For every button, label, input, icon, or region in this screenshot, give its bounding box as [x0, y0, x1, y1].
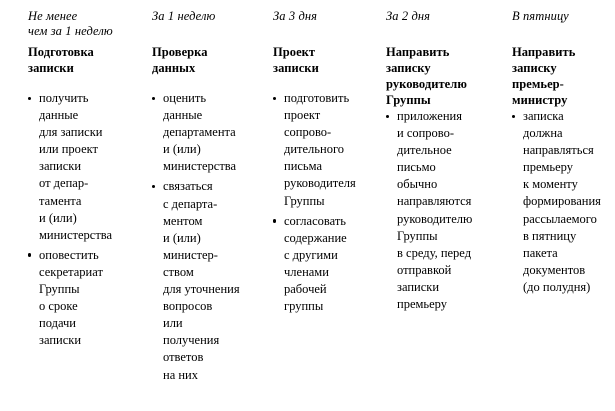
list-item	[28, 90, 130, 244]
bullet-line: министерства	[39, 227, 113, 242]
bullet-line: дительное	[397, 143, 452, 158]
column-title-line: записку	[512, 61, 557, 75]
bullet-line: с департа-	[163, 196, 218, 211]
bullet-list	[386, 108, 494, 313]
bullet-dot-icon	[152, 185, 155, 188]
bullet-line: записки	[39, 159, 82, 174]
deadline-line: Не менее	[28, 9, 78, 23]
bullet-list-wrapper	[386, 108, 494, 313]
column-title-line: Направить	[512, 45, 576, 59]
bullet-line: получения	[163, 333, 220, 348]
bullet-dot-icon	[386, 115, 389, 118]
column-title-line: министру	[512, 93, 568, 107]
bullet-line: министер-	[163, 247, 218, 262]
bullet-line: согласовать	[284, 213, 346, 228]
deadline-line: За 1 неделю	[152, 9, 216, 23]
bullet-line: от депар-	[39, 176, 89, 191]
bullet-list	[152, 90, 253, 384]
bullet-line: связаться	[163, 179, 213, 194]
timeline-column	[502, 9, 615, 299]
column-title-line: Направить	[386, 45, 450, 59]
bullet-line: подачи	[39, 316, 76, 331]
bullet-line: сопрово-	[284, 125, 332, 140]
bullet-line: группы	[284, 299, 324, 314]
list-item	[152, 90, 253, 175]
list-item	[152, 178, 253, 383]
column-title-line: Группы	[386, 93, 431, 107]
bullet-line: и (или)	[163, 230, 201, 245]
bullet-line: с другими	[284, 247, 338, 262]
bullet-line: секретариат	[39, 264, 103, 279]
bullet-line: записки	[397, 279, 440, 294]
bullet-line: отправкой	[397, 262, 452, 277]
bullet-list-wrapper	[28, 90, 130, 349]
timeline-column	[0, 9, 138, 352]
bullet-line: (до полудня)	[523, 279, 591, 294]
column-title	[386, 44, 494, 108]
bullet-line: Группы	[39, 282, 80, 297]
timeline-column	[261, 9, 376, 318]
bullet-line: письма	[284, 159, 323, 174]
bullet-line: получить	[39, 91, 89, 105]
bullet-line: на них	[163, 367, 198, 382]
column-title-line: записки	[273, 61, 319, 75]
bullet-line: оценить	[163, 91, 207, 105]
bullet-line: или проект	[39, 142, 99, 157]
bullet-line: должна	[523, 126, 563, 141]
column-title-line: Проверка	[152, 45, 208, 59]
bullet-line: направляться	[523, 143, 594, 158]
deadline-line: За 2 дня	[386, 9, 431, 23]
bullet-line: проект	[284, 108, 321, 123]
column-title-line: премьер-	[512, 77, 564, 91]
bullet-line: ством	[163, 264, 194, 279]
deadline-line: чем за 1 неделю	[28, 24, 113, 38]
bullet-line: приложения	[397, 109, 462, 123]
bullet-line: обычно	[397, 177, 438, 192]
bullet-line: членами	[284, 264, 329, 279]
deadline-line: За 3 дня	[273, 9, 318, 23]
bullet-list	[512, 108, 607, 296]
bullet-line: министерства	[163, 159, 237, 174]
bullet-line: рассылаемого	[523, 211, 597, 226]
bullet-dot-icon	[512, 115, 515, 118]
bullet-dot-icon	[273, 97, 276, 100]
bullet-dot-icon	[273, 219, 276, 222]
bullet-list	[28, 90, 130, 349]
list-item	[512, 108, 607, 296]
bullet-line: направляются	[397, 194, 472, 209]
column-title	[28, 44, 130, 76]
bullet-line: для записки	[39, 125, 103, 140]
column-container	[0, 9, 615, 387]
bullet-line: оповестить	[39, 247, 99, 262]
bullet-line: содержание	[284, 230, 347, 245]
column-title-line: руководителю	[386, 77, 467, 91]
bullet-line: и (или)	[39, 210, 77, 225]
column-title-line: данных	[152, 61, 196, 75]
bullet-list-wrapper	[512, 108, 607, 296]
bullet-line: вопросов	[163, 299, 213, 314]
bullet-list	[273, 90, 368, 315]
bullet-line: департамента	[163, 125, 236, 140]
bullet-dot-icon	[28, 253, 31, 256]
bullet-line: пакета	[523, 245, 558, 260]
bullet-line: к моменту	[523, 177, 578, 192]
bullet-line: дительного	[284, 142, 345, 157]
bullet-line: и (или)	[163, 142, 201, 157]
bullet-line: в пятницу	[523, 228, 577, 243]
bullet-line: документов	[523, 262, 586, 277]
bullet-line: подготовить	[284, 91, 350, 105]
deadline-line: В пятницу	[512, 9, 569, 23]
bullet-line: тамента	[39, 193, 82, 208]
bullet-line: ответов	[163, 350, 204, 365]
bullet-line: для уточнения	[163, 282, 240, 297]
column-title	[512, 44, 607, 108]
list-item	[273, 90, 368, 210]
bullet-line: ментом	[163, 213, 203, 228]
bullet-dot-icon	[28, 97, 31, 100]
bullet-list-wrapper	[273, 90, 368, 315]
list-item	[273, 213, 368, 316]
column-deadline	[512, 9, 607, 39]
bullet-line: о сроке	[39, 299, 78, 314]
bullet-line: данные	[39, 108, 79, 123]
bullet-list-wrapper	[152, 90, 253, 384]
bullet-line: данные	[163, 108, 203, 123]
bullet-line: формирования	[523, 194, 601, 209]
bullet-line: Группы	[284, 193, 325, 208]
column-title-line: записку	[386, 61, 431, 75]
bullet-line: рабочей	[284, 282, 327, 297]
list-item	[386, 108, 494, 313]
column-title-line: Проект	[273, 45, 316, 59]
column-title	[273, 44, 368, 76]
column-title	[152, 44, 253, 76]
column-deadline	[273, 9, 368, 39]
column-title-line: Подготовка	[28, 45, 94, 59]
bullet-line: записки	[39, 333, 82, 348]
bullet-line: письмо	[397, 160, 436, 175]
bullet-line: в среду, перед	[397, 245, 472, 260]
bullet-line: премьеру	[523, 160, 573, 175]
timeline-column	[376, 9, 502, 316]
bullet-dot-icon	[152, 97, 155, 100]
bullet-line: руководителю	[397, 211, 473, 226]
column-deadline	[28, 9, 130, 39]
column-deadline	[152, 9, 253, 39]
column-deadline	[386, 9, 494, 39]
bullet-line: Группы	[397, 228, 438, 243]
column-title-line: записки	[28, 61, 74, 75]
list-item	[28, 247, 130, 350]
timeline-column	[138, 9, 261, 387]
bullet-line: и сопрово-	[397, 126, 455, 141]
bullet-line: премьеру	[397, 297, 447, 312]
bullet-line: руководителя	[284, 176, 356, 191]
bullet-line: или	[163, 316, 183, 331]
bullet-line: записка	[523, 109, 564, 123]
